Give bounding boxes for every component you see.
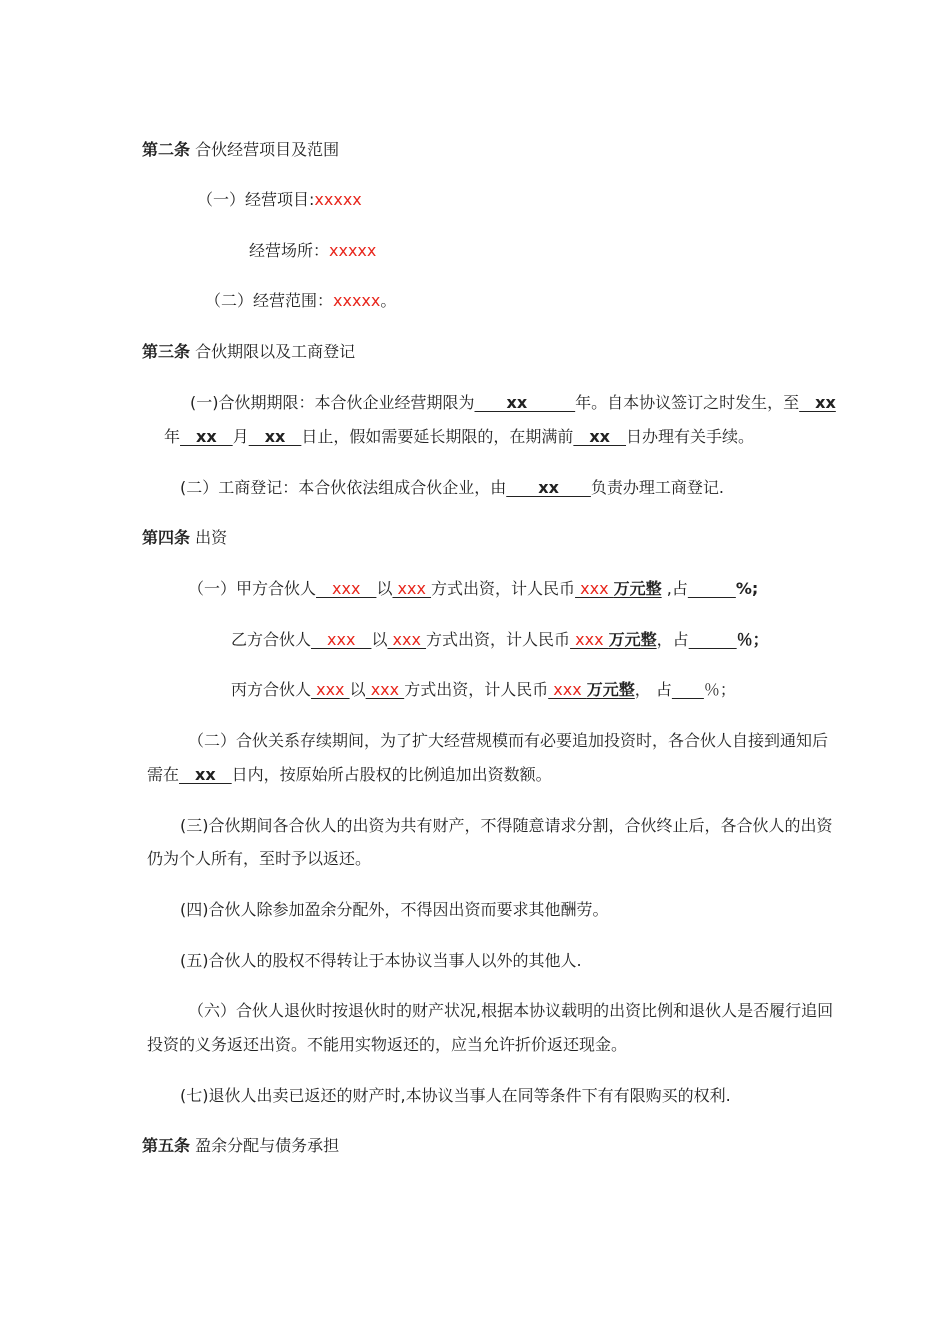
article-2-heading	[142, 139, 339, 161]
article-4-p2-line1: （二）合伙关系存续期间，为了扩大经营规模而有必要追加投资时，各合伙人自接到通知后	[188, 731, 829, 750]
article-2-label: 第二条	[142, 140, 191, 159]
article-4-p2-line2	[147, 764, 552, 786]
item-suffix: 。	[380, 291, 397, 310]
text: 方式出资，计人民币	[426, 630, 571, 649]
article-4-p3-line2: 仍为个人所有，至时予以返还。	[147, 849, 372, 868]
article-3-p2	[180, 477, 724, 499]
text: 月	[232, 427, 249, 446]
fill-value: xxx	[311, 630, 372, 649]
unit: 万元整	[613, 579, 662, 598]
article-2-place	[249, 240, 376, 262]
text: 以	[376, 579, 393, 598]
article-5-title: 盈余分配与债务承担	[195, 1136, 340, 1155]
article-4-title: 出资	[195, 528, 228, 547]
fill-blank: xx	[573, 427, 627, 446]
text: 年	[164, 427, 181, 446]
article-5-heading	[142, 1135, 339, 1157]
text: 丙方合伙人	[231, 680, 312, 699]
article-3-p1-line2	[164, 426, 754, 448]
text: 日止，假如需要延长期限的，在期满前	[301, 427, 574, 446]
article-4-p4: (四)合伙人除参加盈余分配外，不得因出资而要求其他酬劳。	[180, 900, 609, 919]
text: 日内，按原始所占股权的比例追加出资数额。	[231, 765, 552, 784]
fill-value: xxx	[392, 579, 432, 598]
text: ％；	[736, 630, 769, 649]
item-value: xxxxx	[314, 190, 362, 209]
fill-value: xxx	[311, 680, 350, 699]
text: ， 占	[634, 680, 672, 699]
fill-value: xxx	[365, 680, 405, 699]
unit: 万元整	[608, 630, 657, 649]
fill-value: xxx	[387, 630, 427, 649]
text: 以	[349, 680, 366, 699]
fill-blank: xx	[799, 393, 836, 412]
fill-blank	[688, 579, 736, 598]
article-4-p6-line2: 投资的义务返还出资。不能用实物返还的，应当允许折价返还现金。	[147, 1035, 628, 1054]
fill-blank: xx	[248, 427, 302, 446]
fill-blank: xx	[506, 478, 591, 497]
article-4-heading	[142, 527, 227, 549]
fill-blank: xx	[180, 427, 233, 446]
fill-blank	[689, 630, 737, 649]
item-label: （一）经营项目:	[197, 190, 315, 209]
article-2-item-1	[197, 189, 362, 211]
fill-value: xxx	[570, 630, 609, 649]
article-5-label: 第五条	[142, 1136, 191, 1155]
fill-value: xxx	[575, 579, 614, 598]
fill-value: xxx	[548, 680, 587, 699]
article-4-p7: (七)退伙人出卖已返还的财产时,本协议当事人在同等条件下有有限购买的权利.	[180, 1086, 731, 1105]
text: ，占	[656, 630, 689, 649]
article-4-p5: (五)合伙人的股权不得转让于本协议当事人以外的其他人.	[180, 951, 582, 970]
fill-blank: xx	[474, 393, 576, 412]
item-label: （二）经营范围：	[205, 291, 334, 310]
place-value: xxxxx	[329, 241, 377, 260]
article-4-partner-c	[231, 679, 736, 701]
text: %;	[735, 579, 759, 598]
fill-value: xxx	[316, 579, 377, 598]
article-3-label: 第三条	[142, 342, 191, 361]
article-4-partner-a	[188, 578, 758, 600]
article-4-p3-line1: (三)合伙期间各合伙人的出资为共有财产，不得随意请求分割，合伙终止后，各合伙人的出资	[180, 816, 833, 835]
place-label: 经营场所：	[249, 241, 330, 260]
article-3-p1-line1	[190, 392, 836, 414]
text: （一）甲方合伙人	[188, 579, 317, 598]
text: 乙方合伙人	[231, 630, 312, 649]
article-4-partner-b	[231, 629, 769, 651]
text: 方式出资，计人民币	[431, 579, 576, 598]
text: 年。自本协议签订之时发生，至	[575, 393, 800, 412]
text: 需在	[147, 765, 180, 784]
text: ％；	[703, 680, 736, 699]
fill-blank	[672, 680, 704, 699]
text: (二）工商登记：本合伙依法组成合伙企业，由	[180, 478, 507, 497]
article-2-title: 合伙经营项目及范围	[195, 140, 340, 159]
text: 负责办理工商登记.	[590, 478, 724, 497]
article-2-item-2	[205, 290, 396, 312]
fill-blank: xx	[179, 765, 232, 784]
unit: 万元整	[586, 680, 635, 699]
article-3-heading	[142, 341, 355, 363]
text: 以	[371, 630, 388, 649]
article-3-title: 合伙期限以及工商登记	[195, 342, 356, 361]
text: (一)合伙期期限：本合伙企业经营期限为	[190, 393, 475, 412]
item-value: xxxxx	[333, 291, 381, 310]
article-4-label: 第四条	[142, 528, 191, 547]
text: ,占	[661, 579, 688, 598]
text: 日办理有关手续。	[626, 427, 755, 446]
text: 方式出资，计人民币	[404, 680, 549, 699]
article-4-p6-line1: （六）合伙人退伙时按退伙时的财产状况,根据本协议载明的出资比例和退伙人是否履行追回	[188, 1001, 834, 1020]
